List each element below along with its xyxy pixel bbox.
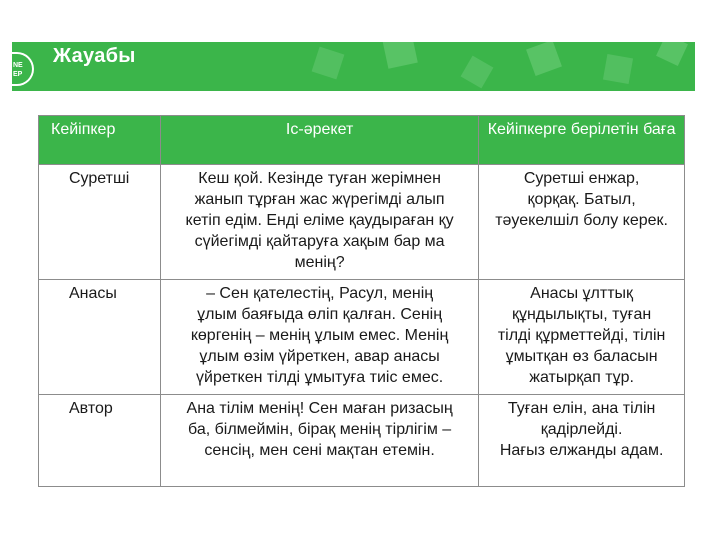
assessment-line: қорқақ. Батыл, <box>527 191 636 208</box>
assessment-cell <box>479 280 685 395</box>
assessment-cell <box>479 165 685 280</box>
table-row <box>39 165 685 280</box>
table-row <box>39 280 685 395</box>
column-header-assessment: Кейіпкерге берілетін баға <box>479 116 685 165</box>
page-title: Жауабы <box>53 45 136 67</box>
assessment-line: жатырқап тұр. <box>529 369 634 386</box>
assessment-line: Суретші енжар, <box>523 170 640 187</box>
assessment-line: ұмытқан өз баласын <box>505 348 658 365</box>
assessment-line: қадірлейді. <box>540 421 623 438</box>
action-line: менің? <box>294 254 345 271</box>
character-cell: Анасы <box>39 280 161 395</box>
assessment-line: Нағыз елжанды адам. <box>499 442 664 459</box>
action-line: ұлым өзім үйреткен, авар анасы <box>199 348 440 365</box>
character-cell: Автор <box>39 395 161 487</box>
table-row <box>39 395 685 487</box>
action-line: кетіп едім. Енді еліме қаудыраған қу <box>185 212 454 229</box>
action-line: сенсің, мен сені мақтан етемін. <box>204 442 435 459</box>
column-header-action: Іс-әрекет <box>160 116 478 165</box>
action-cell <box>160 280 478 395</box>
action-line: ба, білмеймін, бірақ менің тірлігім – <box>188 421 452 438</box>
action-line: – Сен қателестің, Расул, менің <box>206 285 434 302</box>
assessment-cell <box>479 395 685 487</box>
assessment-line: тәуекелшіл болу керек. <box>495 212 668 229</box>
action-line: Кеш қой. Кезінде туған жерімнен <box>198 170 441 187</box>
logo-line-1: NE <box>13 62 23 69</box>
action-line: үйреткен тілді ұмытуға тиіс емес. <box>196 369 444 386</box>
character-cell: Суретші <box>39 165 161 280</box>
character-table <box>38 115 685 487</box>
action-line: ұлым баяғыда өліп қалған. Сенің <box>197 306 443 323</box>
logo-line-2: ЕР <box>13 71 23 78</box>
assessment-line: Туған елін, ана тілін <box>507 400 656 417</box>
table-header-row <box>39 116 685 165</box>
action-line: сүйегімді қайтаруға хақым бар ма <box>194 233 445 250</box>
action-line: көргенің – менің ұлым емес. Менің <box>190 327 449 344</box>
action-line: Ана тілім менің! Сен маған ризасың <box>186 400 453 417</box>
action-cell <box>160 395 478 487</box>
assessment-line: құндылықты, туған <box>511 306 652 323</box>
assessment-line: Анасы ұлттық <box>530 285 634 302</box>
action-cell <box>160 165 478 280</box>
column-header-character: Кейіпкер <box>39 116 161 165</box>
action-line: жанып тұрған жас жүрегімді алып <box>194 191 445 208</box>
assessment-line: тілді құрметтейді, тілін <box>497 327 666 344</box>
decorative-shapes <box>275 42 695 91</box>
